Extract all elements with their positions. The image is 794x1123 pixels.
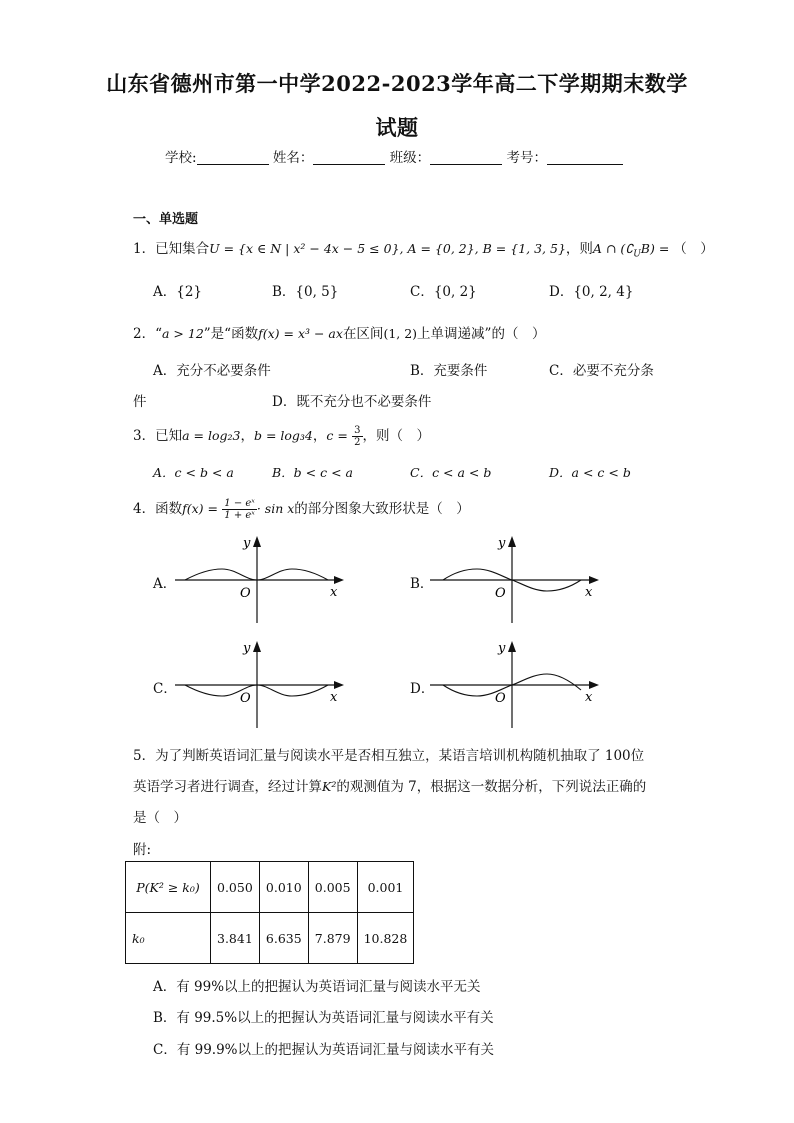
q4-d-y-label: y: [498, 641, 506, 656]
q4-c-y-label: y: [243, 641, 251, 656]
q4-func: f(x) =: [182, 501, 218, 516]
table-cell: 10.828: [357, 913, 414, 964]
q1-prefix: 1．已知集合: [133, 241, 210, 257]
q2-mid: ”是“函数: [203, 326, 259, 342]
name-label: 姓名：: [272, 150, 314, 166]
question-3-stem: [133, 424, 430, 448]
q3-a: a = log₂3: [182, 428, 241, 443]
q4-prefix: 4．函数: [133, 501, 183, 517]
q2-interval: (1, 2): [383, 326, 418, 341]
q4-b-origin-label: O: [495, 586, 506, 601]
q1-option-a[interactable]: A．{2}: [153, 284, 203, 300]
class-label: 班级：: [389, 150, 431, 166]
q4-b-y-label: y: [498, 536, 506, 551]
q4-frac-num: 1 − eˣ: [224, 498, 255, 509]
q1-option-b[interactable]: B．{0, 5}: [272, 284, 339, 300]
q4-b-x-label: x: [585, 585, 593, 600]
table-row: [126, 913, 414, 964]
q3-c-den: 2: [354, 437, 361, 448]
q4-option-a[interactable]: A．: [153, 576, 177, 592]
question-4-stem: [133, 497, 470, 521]
k-squared-critical-table: [125, 861, 414, 964]
q4-graph-b[interactable]: [425, 533, 605, 625]
q3-option-c[interactable]: C．c < a < b: [410, 465, 492, 480]
q2-prefix: 2．“: [133, 326, 162, 342]
q3-prefix: 3．已知: [133, 428, 183, 444]
q5-k2: K²: [322, 779, 337, 794]
question-5-line2: [133, 775, 646, 795]
q3-option-d[interactable]: D．a < c < b: [549, 465, 631, 480]
q5-option-a[interactable]: A．有 99%以上的把握认为英语词汇量与阅读水平无关: [153, 979, 481, 995]
table-cell: 7.879: [308, 913, 357, 964]
q1-expr: A ∩ (∁: [592, 241, 634, 256]
table-row: [126, 862, 414, 913]
table-cell: 0.050: [211, 862, 260, 913]
q4-graph-c[interactable]: [170, 638, 350, 730]
q2-option-b[interactable]: B．充要条件: [410, 363, 488, 379]
q2-function: f(x) = x³ − ax: [258, 326, 343, 341]
q4-func-post: · sin x: [256, 501, 295, 516]
question-2-stem: [133, 322, 545, 342]
q3-c-fraction: [352, 425, 362, 448]
q4-a-x-label: x: [330, 585, 338, 600]
q5-appendix-label: 附:: [133, 842, 152, 858]
q1-expr-end: B) =: [640, 241, 674, 256]
q1-option-d[interactable]: D．{0, 2, 4}: [549, 284, 634, 300]
q2-option-c[interactable]: C．必要不充分条: [549, 363, 654, 379]
q1-option-c[interactable]: C．{0, 2}: [410, 284, 477, 300]
question-1-stem: [133, 237, 714, 260]
q5-option-c[interactable]: C．有 99.9%以上的把握认为英语词汇量与阅读水平有关: [153, 1042, 495, 1058]
class-blank[interactable]: [430, 150, 502, 165]
q3-sep2: ，: [312, 428, 327, 444]
q4-graph-d[interactable]: [425, 638, 605, 730]
question-5-line3: 是（ ）: [133, 810, 187, 826]
number-label: 考号：: [506, 150, 547, 166]
q4-d-x-label: x: [585, 690, 593, 705]
student-info-line: [165, 146, 623, 166]
q5-option-b[interactable]: B．有 99.5%以上的把握认为英语词汇量与阅读水平有关: [153, 1010, 494, 1026]
q4-a-origin-label: O: [240, 586, 251, 601]
table-cell: 0.005: [308, 862, 357, 913]
q4-option-c[interactable]: C．: [153, 681, 177, 697]
table-head-k0: k₀: [126, 913, 211, 964]
q1-mid: ，则: [565, 241, 593, 257]
q4-d-origin-label: O: [495, 691, 506, 706]
q5-line2-post: 的观测值为 7，根据这一数据分析，下列说法正确的: [336, 779, 647, 795]
table-cell: 6.635: [259, 913, 308, 964]
q2-condition: a > 12: [162, 326, 204, 341]
q4-option-b[interactable]: B．: [410, 576, 434, 592]
page-title-line1: 山东省德州市第一中学2022-2023学年高二下学期期末数学: [106, 71, 688, 96]
name-blank[interactable]: [313, 150, 385, 165]
question-5-line1: 5．为了判断英语词汇量与阅读水平是否相互独立，某语言培训机构随机抽取了 100位: [133, 748, 645, 764]
table-cell: 0.010: [259, 862, 308, 913]
q1-suffix: （ ）: [673, 241, 714, 257]
number-blank[interactable]: [547, 150, 623, 165]
q3-c-num: 3: [354, 425, 361, 436]
q2-option-c-wrap: 件: [133, 394, 147, 410]
q1-sub: U: [633, 249, 641, 260]
school-label: 学校:: [165, 150, 197, 166]
page-title-line2: 试题: [375, 115, 419, 140]
q2-suffix: 上单调递减”的（ ）: [417, 326, 546, 342]
table-head-p: P(K² ≥ k₀): [126, 862, 211, 913]
q4-frac-den: 1 + eˣ: [224, 510, 255, 521]
q3-option-a[interactable]: A．c < b < a: [153, 465, 234, 480]
q2-mid2: 在区间: [342, 326, 384, 342]
q2-option-d[interactable]: D．既不充分也不必要条件: [272, 394, 432, 410]
school-blank[interactable]: [197, 150, 269, 165]
table-cell: 0.001: [357, 862, 414, 913]
section-heading-single-choice: 一、单选题: [133, 212, 199, 227]
q4-suffix: 的部分图象大致形状是（ ）: [294, 501, 470, 517]
q3-sep1: ，: [240, 428, 254, 444]
q4-c-origin-label: O: [240, 691, 251, 706]
q4-c-x-label: x: [330, 690, 338, 705]
q4-option-d[interactable]: D．: [410, 681, 435, 697]
q5-line2-pre: 英语学习者进行调查，经过计算: [133, 779, 322, 795]
q4-graph-a[interactable]: [170, 533, 350, 625]
q2-option-a[interactable]: A．充分不必要条件: [153, 363, 271, 379]
q3-c: c =: [326, 428, 348, 443]
q3-option-b[interactable]: B．b < c < a: [272, 465, 353, 480]
q4-fraction: [222, 498, 257, 521]
q3-b: b = log₃4: [253, 428, 313, 443]
q4-a-y-label: y: [243, 536, 251, 551]
table-cell: 3.841: [211, 913, 260, 964]
q1-sets: U = {x ∈ N | x² − 4x − 5 ≤ 0}, A = {0, 2}, B = {1, 3, 5}: [209, 241, 566, 256]
q3-suffix: ，则（ ）: [362, 428, 431, 444]
